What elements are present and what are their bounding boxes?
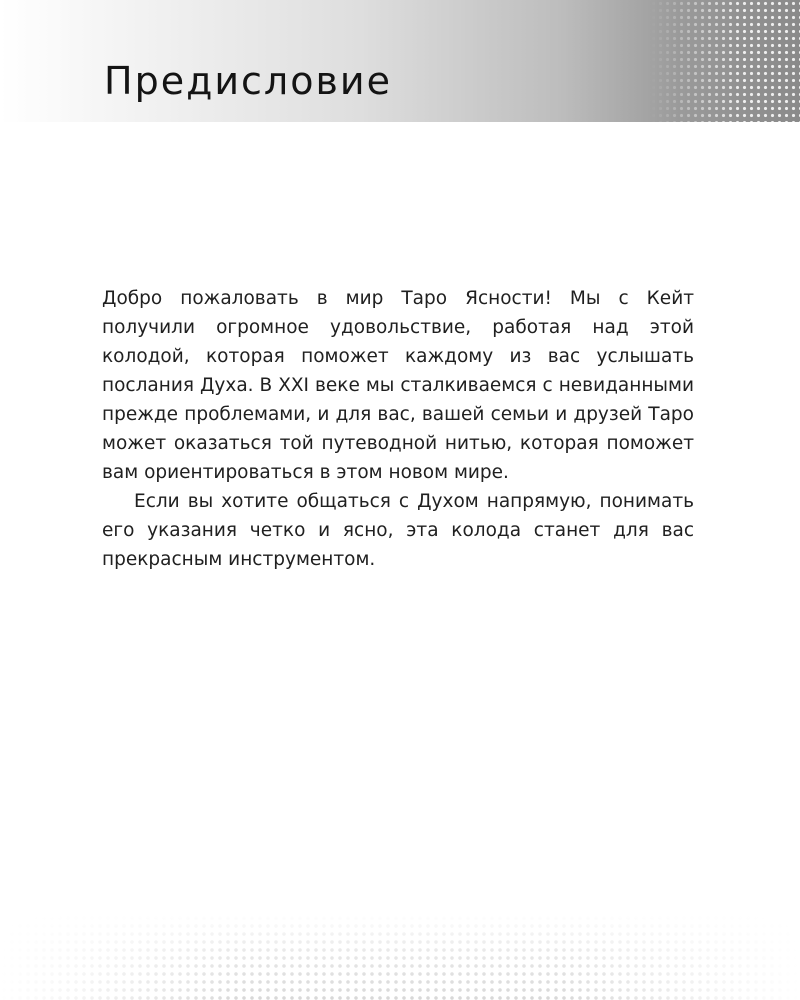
page-title: Предисловие: [104, 59, 392, 103]
footer-fade: [0, 914, 800, 1000]
header-dot-pattern: [650, 0, 800, 122]
paragraph-2: Если вы хотите общаться с Духом напрямую, понимать его указания четко и ясно, эта колода станет для вас прекрасным инструментом.: [102, 491, 694, 570]
paragraph-1: Добро пожаловать в мир Таро Ясности! Мы с Кейт получили огромное удовольствие, работая над этой колодой, которая поможет каждому из вас услышать послания Духа. В XXI веке мы сталкиваемся с невиданными прежде проблемами, и для вас, вашей семьи и друзей Таро может оказаться той путеводной нитью, которая поможет вам ориентироваться в этом новом мире.: [102, 288, 694, 483]
preface-body: [102, 284, 694, 574]
